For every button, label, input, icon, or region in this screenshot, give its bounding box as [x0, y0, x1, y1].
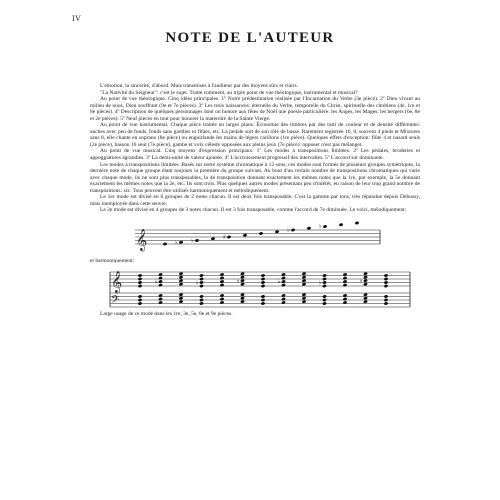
note-head: [220, 277, 225, 281]
note-head: [281, 301, 286, 305]
note-head: [179, 272, 184, 276]
note-head: [343, 301, 348, 305]
note-head: [240, 297, 245, 301]
note-head: [384, 281, 389, 285]
bass-clef-icon: 𝄢: [111, 294, 120, 309]
treble-clef-icon: 𝄞: [111, 271, 123, 294]
note-head: [322, 274, 327, 278]
harmonic-label: et harmoniquement:: [90, 257, 135, 264]
note-head: [158, 294, 163, 298]
body-text: [90, 83, 420, 318]
note-head: [384, 295, 389, 299]
note-head: [384, 284, 389, 288]
paragraph: "La Nativité du Seigneur": c'est le sujet. Traité comment, au triple point de vue théologique, instrumental et musical?: [100, 89, 358, 96]
note-head: [281, 280, 286, 284]
music-notation-melodic: [90, 216, 420, 256]
note-head: [138, 274, 143, 278]
accidental-icon: ♭: [359, 278, 363, 286]
note-head: [281, 284, 286, 288]
note-head: [384, 302, 389, 306]
note-head: [138, 277, 143, 281]
paragraph: Au point de vue instrumental. Chaque pièce traitée en larges plans. Économie des timbres par des tutti de couleur et de densité différentes: anches avec peu de fonds, fonds sans gambes ni flûtes, etc. La pédale sort de son rôle de basse. Rarement registrée 16, 8, souvent 4 pieds et Mixtures sans 8, elle chante en soprano (8e pièce) ou enguirlande les mains de légers carillons (1re pièce). Quelques effets d'exception: flûte 4 et nasard seuls (2e pièce), basson 16 seul (7e pièce), gambe et voix céleste opposées aux pleins jeux (7e pièce): opposer n'est pas mélanger.: [90, 122, 420, 148]
note-head: [384, 298, 389, 302]
note-head: [302, 300, 307, 304]
note-head: [355, 221, 360, 225]
caption: Large usage de ce mode dans les 1re, 3e, 5e, 8e et 9e pièces.: [100, 311, 233, 318]
note-head: [291, 228, 296, 232]
note-head: [261, 281, 266, 285]
music-staff-melodic: [90, 216, 420, 256]
note-head: [199, 302, 204, 306]
music-notation-harmonic: [90, 266, 420, 308]
note-head: [261, 302, 266, 306]
treble-clef-icon: 𝄞: [136, 228, 148, 251]
note-head: [179, 279, 184, 283]
note-head: [302, 272, 307, 276]
note-head: [179, 300, 184, 304]
note-head: [158, 284, 163, 288]
note-head: [343, 298, 348, 302]
paragraph: L'émotion, la sincérité, d'abord. Mais transmises à l'auditeur par des moyens sûrs et clairs.: [100, 83, 299, 89]
note-head: [240, 293, 245, 297]
note-head: [220, 284, 225, 288]
note-head: [163, 242, 168, 246]
note-head: [343, 280, 348, 284]
note-head: [281, 273, 286, 277]
accidental-icon: ♭: [318, 279, 322, 287]
note-head: [322, 284, 327, 288]
note-head: [179, 297, 184, 301]
note-head: [199, 295, 204, 299]
note-head: [322, 298, 327, 302]
note-head: [281, 294, 286, 298]
note-head: [281, 298, 286, 302]
note-head: [138, 295, 143, 299]
note-head: [261, 298, 266, 302]
note-head: [220, 301, 225, 305]
accidental-icon: ♭: [154, 279, 158, 287]
note-head: [220, 273, 225, 277]
note-head: [240, 272, 245, 276]
note-head: [158, 277, 163, 281]
note-head: [343, 284, 348, 288]
note-head: [363, 300, 368, 304]
note-head: [363, 276, 368, 280]
paragraph: Au point de vue théologique. Cinq idées principales. 1º Notre prédestination réalisée par l'Incarnation du Verbe (3e pièce). 2º Dieu vivant au milieu de nous, Dieu souffrant (9e et 7e pièces). 3º Les trois naissances: éternelle du Verbe, temporelle du Christ, spirituelle des chrétiens (4e, 1re et 8e pièces). 4º Description de quelques personnages dont on honore aux fêtes de Noël une poésie particulière: les Anges, les Mages, les bergers (6e, 8e et 2e pièces). 5º Neuf pièces en tout pour honorer la maternité de la Sainte Vierge.: [90, 96, 420, 122]
note-head: [240, 279, 245, 283]
note-head: [138, 298, 143, 302]
note-head: [138, 281, 143, 285]
note-head: [158, 301, 163, 305]
note-head: [158, 273, 163, 277]
note-head: [261, 295, 266, 299]
note-head: [275, 230, 280, 234]
note-head: [339, 223, 344, 227]
note-head: [199, 281, 204, 285]
paragraph: Le 1er mode est divisé en 6 groupes de 2 notes chacun. Il est deux fois transposable. C'est la gamme par tons, très répandue depuis Debussy, mais inemployée dans cette œuvre.: [90, 194, 420, 207]
note-head: [322, 281, 327, 285]
note-head: [302, 279, 307, 283]
note-head: [363, 297, 368, 301]
note-head: [199, 274, 204, 278]
note-head: [343, 273, 348, 277]
note-head: [138, 302, 143, 306]
note-head: [199, 277, 204, 281]
note-head: [199, 284, 204, 288]
note-head: [322, 277, 327, 281]
accidental-icon: ♭: [287, 226, 290, 234]
note-head: [323, 224, 328, 228]
note-head: [322, 295, 327, 299]
note-head: [220, 280, 225, 284]
accidental-icon: ♭: [195, 279, 199, 287]
note-head: [220, 298, 225, 302]
note-head: [384, 274, 389, 278]
accidental-icon: ♭: [277, 279, 281, 287]
music-staff-harmonic: [90, 266, 420, 308]
note-head: [199, 298, 204, 302]
note-head: [261, 284, 266, 288]
note-head: [158, 298, 163, 302]
note-head: [343, 294, 348, 298]
paragraph: Au point de vue musical. Cinq moyens d'expression principaux. 1º Les modes à transpositions limitées. 2º Les pédales, broderies et appoggiatures agrandies. 3º La demi-unité de valeur ajoutée. 4º L'accroissement progressif des intervalles. 5º L'accord sur dominante.: [90, 148, 420, 162]
page-number: IV: [72, 14, 82, 23]
note-head: [302, 283, 307, 287]
accidental-icon: ♮: [319, 223, 322, 231]
note-head: [240, 300, 245, 304]
note-head: [322, 302, 327, 306]
note-head: [343, 277, 348, 281]
note-head: [179, 283, 184, 287]
note-head: [195, 238, 200, 242]
accidental-icon: ♯: [223, 233, 226, 241]
note-head: [261, 274, 266, 278]
accidental-icon: ♭: [191, 237, 194, 245]
note-head: [243, 233, 248, 237]
note-head: [363, 279, 368, 283]
note-head: [138, 284, 143, 288]
note-head: [363, 283, 368, 287]
note-head: [240, 276, 245, 280]
note-head: [259, 231, 264, 235]
note-head: [363, 272, 368, 276]
note-head: [220, 294, 225, 298]
note-head: [179, 276, 184, 280]
note-head: [302, 276, 307, 280]
page-title: NOTE DE L'AUTEUR: [165, 30, 335, 46]
note-head: [261, 277, 266, 281]
paragraph: Le 2e mode est divisé en 4 groupes de 3 notes chacun. Il est 3 fois transposable, comme l'accord de 7e diminuée. Le voici, mélodiquement:: [100, 207, 407, 214]
note-head: [227, 235, 232, 239]
note-head: [240, 283, 245, 287]
note-head: [158, 280, 163, 284]
note-head: [302, 297, 307, 301]
note-head: [384, 277, 389, 281]
note-head: [307, 226, 312, 230]
note-head: [363, 293, 368, 297]
note-head: [179, 293, 184, 297]
note-head: [302, 293, 307, 297]
note-head: [211, 237, 216, 241]
note-head: [179, 240, 184, 244]
accidental-icon: ♭: [175, 239, 178, 247]
note-head: [281, 277, 286, 281]
paragraph: Les modes à transpositions limitées. Basés sur notre système chromatique à 12 sons, ces modes sont formés de plusieurs groupes symétriques, la dernière note de chaque groupe étant toujours la première du groupe suivant. Au bout d'un certain nombre de transpositions chromatiques qui varie avec chaque mode, ils ne sont plus transposables, la 4e transposition donnant exactement les mêmes notes que la 1re, par exemple, la 5e donnant exactement les mêmes notes que la 2e, etc. Ils sont trois. Plus quelques autres modes présentant peu d'intérêt, en raison de leur trop grand nombre de transpositions: six. Tous peuvent être utilisés harmoniquement et mélodiquement.: [90, 161, 420, 194]
accidental-icon: ♭: [236, 278, 240, 286]
